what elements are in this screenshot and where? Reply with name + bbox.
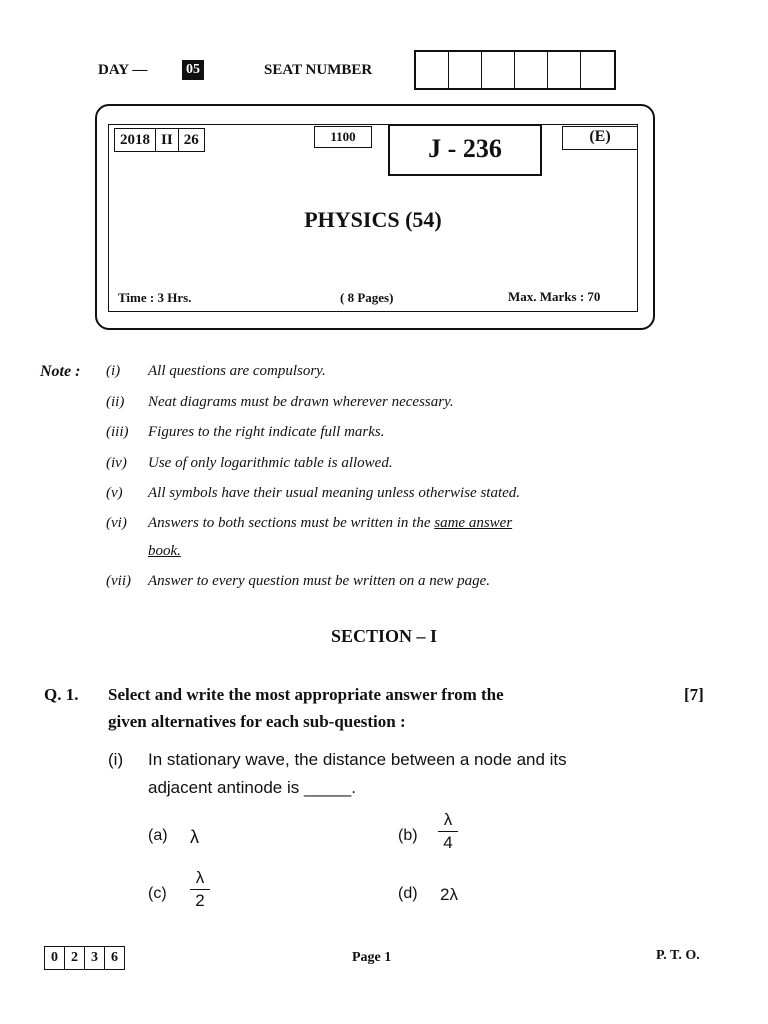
seat-number-cell (416, 52, 449, 88)
code-digit: 2 (65, 947, 85, 969)
note-text: All symbols have their usual meaning unless otherwise stated. (148, 485, 521, 501)
code-digit: 6 (111, 950, 118, 965)
day-label: DAY — (98, 62, 148, 78)
max-marks: Max. Marks : 70 (508, 289, 601, 304)
option-d-label: (d) (398, 885, 418, 902)
option-b-fraction (438, 810, 458, 853)
option-c-fraction (190, 868, 210, 911)
note-number: (v) (106, 485, 123, 501)
note-text: Answers to both sections must be written in the (148, 515, 431, 531)
fraction-bar (190, 889, 210, 890)
code-digit: 0 (45, 947, 65, 969)
note-text: Neat diagrams must be drawn wherever necessary. (148, 394, 454, 410)
note-text: All questions are compulsory. (148, 363, 326, 379)
seat-number-cell (548, 52, 581, 88)
exam-time: Time : 3 Hrs. (118, 290, 192, 305)
note-number: (iii) (106, 424, 129, 440)
note-text: Figures to the right indicate full marks. (148, 424, 385, 440)
sub-question-number: (i) (108, 750, 124, 769)
day-value: 05 (182, 60, 204, 80)
seat-number-cell (581, 52, 614, 88)
option-a-label: (a) (148, 827, 168, 844)
language-box: (E) (562, 126, 638, 150)
exam-date-month: II (156, 129, 179, 151)
note-text: Use of only logarithmic table is allowed. (148, 455, 393, 471)
note-number: (vii) (106, 573, 131, 589)
note-label: Note : (40, 363, 81, 380)
note-underlined-text: same answer (434, 515, 513, 531)
fraction-numerator: λ (195, 868, 205, 887)
fraction-numerator: λ (443, 810, 453, 829)
exam-date-year: 2018 (115, 129, 156, 151)
sub-question-text: adjacent antinode is _____. (148, 778, 356, 797)
note-number: (vi) (106, 515, 127, 531)
question-marks: [7] (684, 685, 704, 704)
page-count: ( 8 Pages) (340, 290, 394, 305)
exam-date-box (114, 128, 205, 152)
time-code-box: 1100 (314, 126, 372, 148)
question-text: Select and write the most appropriate answer from the (108, 685, 504, 704)
seat-number-label: SEAT NUMBER (264, 62, 373, 78)
sub-question-text: In stationary wave, the distance between a node and its (148, 750, 567, 769)
note-underlined-text: book. (148, 543, 181, 559)
note-text-line (148, 515, 512, 532)
seat-number-cell (449, 52, 482, 88)
fraction-denominator: 4 (443, 833, 453, 852)
page-number: Page 1 (352, 950, 392, 965)
seat-number-cell (515, 52, 548, 88)
option-d-value: 2λ (440, 885, 458, 904)
option-c-label: (c) (148, 885, 167, 902)
fraction-bar (438, 831, 458, 832)
section-title: SECTION – I (330, 626, 438, 646)
question-text: given alternatives for each sub-question : (108, 712, 406, 731)
option-b-label: (b) (398, 827, 418, 844)
subject-title: PHYSICS (54) (304, 207, 442, 232)
question-number: Q. 1. (44, 685, 79, 704)
exam-date-day: 26 (183, 132, 199, 148)
note-number: (iv) (106, 455, 127, 471)
option-a-value: λ (190, 827, 199, 847)
seat-number-cell (482, 52, 515, 88)
please-turn-over: P. T. O. (656, 948, 700, 963)
fraction-denominator: 2 (195, 891, 205, 910)
note-text: Answer to every question must be written on a new page. (148, 573, 491, 589)
note-number: (i) (106, 363, 121, 379)
code-digit: 3 (85, 947, 105, 969)
paper-code-box: J - 236 (388, 124, 542, 176)
note-item-continuation (148, 543, 181, 560)
seat-number-boxes (414, 50, 616, 90)
paper-code-footer (44, 946, 125, 970)
note-number: (ii) (106, 394, 125, 410)
